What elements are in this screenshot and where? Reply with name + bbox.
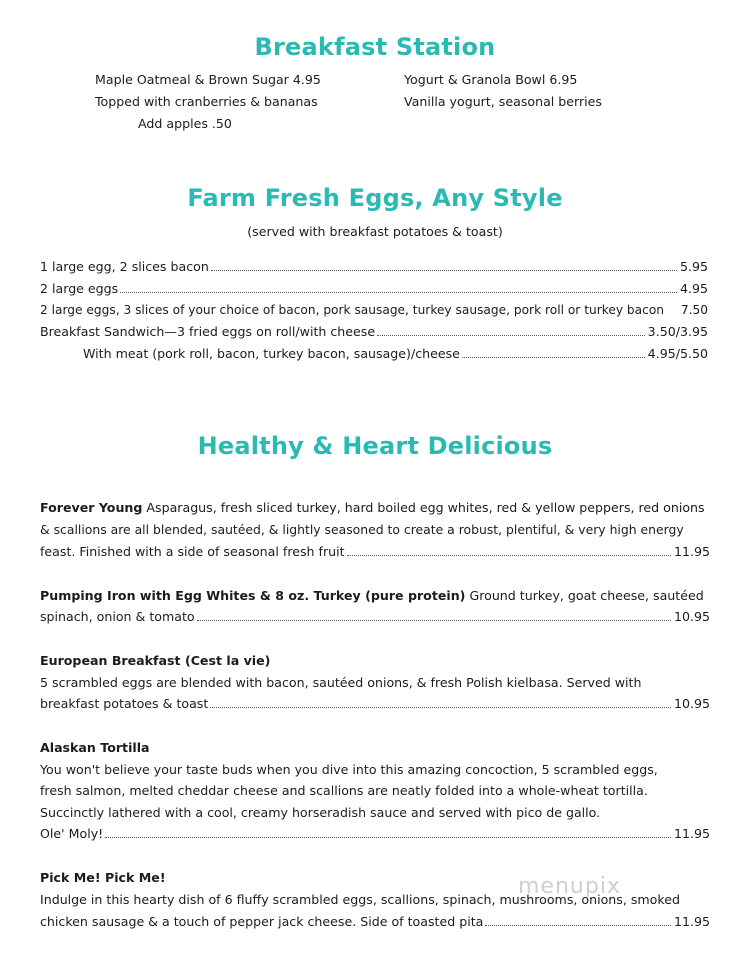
egg-item-price: 5.95 bbox=[679, 259, 708, 274]
pumping-iron-price: 10.95 bbox=[673, 609, 710, 624]
forever-young-line-3 bbox=[40, 544, 710, 559]
egg-item-4 bbox=[40, 324, 708, 339]
pick-me-line-2 bbox=[40, 914, 710, 929]
european-breakfast-title: European Breakfast (Cest la vie) bbox=[40, 653, 271, 668]
leader-dots bbox=[462, 357, 645, 358]
forever-young-desc: Asparagus, fresh sliced turkey, hard boiled egg whites, red & yellow peppers, red onions bbox=[142, 500, 705, 515]
pick-me-desc-end: chicken sausage & a touch of pepper jack cheese. Side of toasted pita bbox=[40, 914, 484, 929]
forever-young-price: 11.95 bbox=[673, 544, 710, 559]
alaskan-tortilla-line-3: Succinctly lathered with a cool, creamy horseradish sauce and served with pico de gallo. bbox=[40, 805, 601, 820]
eggs-heading: Farm Fresh Eggs, Any Style bbox=[187, 184, 563, 212]
alaskan-tortilla-line-4 bbox=[40, 826, 710, 841]
alaskan-tortilla-title: Alaskan Tortilla bbox=[40, 740, 150, 755]
egg-item-price: 3.50/3.95 bbox=[647, 324, 708, 339]
european-breakfast-line-1: 5 scrambled eggs are blended with bacon, sautéed onions, & fresh Polish kielbasa. Served with bbox=[40, 675, 642, 690]
egg-item-3 bbox=[40, 303, 708, 317]
yogurt-item: Yogurt & Granola Bowl 6.95 bbox=[404, 72, 578, 87]
forever-young-line-1 bbox=[40, 500, 705, 515]
forever-young-line-2: & scallions are all blended, sautéed, & lightly seasoned to create a robust, plentiful, & very high energy bbox=[40, 522, 684, 537]
leader-dots bbox=[120, 292, 677, 293]
leader-dots bbox=[197, 620, 671, 621]
menupix-watermark: menupix bbox=[518, 874, 621, 899]
egg-item-price: 4.95/5.50 bbox=[647, 346, 708, 361]
european-breakfast-line-2 bbox=[40, 696, 710, 711]
egg-item-2 bbox=[40, 281, 708, 296]
leader-dots bbox=[347, 555, 671, 556]
pumping-iron-desc: Ground turkey, goat cheese, sautéed bbox=[465, 588, 704, 603]
oatmeal-addon: Add apples .50 bbox=[138, 116, 232, 131]
oatmeal-description: Topped with cranberries & bananas bbox=[95, 94, 318, 109]
leader-dots bbox=[377, 335, 645, 336]
european-breakfast-desc-end: breakfast potatoes & toast bbox=[40, 696, 209, 711]
egg-item-price: 7.50 bbox=[680, 303, 708, 317]
pick-me-title: Pick Me! Pick Me! bbox=[40, 870, 166, 885]
pick-me-line-1: Indulge in this hearty dish of 6 fluffy scrambled eggs, scallions, spinach, mushrooms, onions, smoked bbox=[40, 892, 680, 907]
alaskan-tortilla-line-1: You won't believe your taste buds when you dive into this amazing concoction, 5 scrambled eggs, bbox=[40, 762, 658, 777]
egg-item-name: 1 large egg, 2 slices bacon bbox=[40, 259, 209, 274]
egg-item-name: 2 large eggs bbox=[40, 281, 119, 296]
alaskan-tortilla-line-2: fresh salmon, melted cheddar cheese and scallions are neatly folded into a whole-wheat tortilla. bbox=[40, 783, 648, 798]
healthy-heading: Healthy & Heart Delicious bbox=[197, 432, 553, 460]
egg-item-5 bbox=[83, 346, 708, 361]
alaskan-tortilla-price: 11.95 bbox=[673, 826, 710, 841]
egg-item-name: Breakfast Sandwich—3 fried eggs on roll/with cheese bbox=[40, 324, 376, 339]
egg-item-price: 4.95 bbox=[679, 281, 708, 296]
alaskan-tortilla-desc-end: Ole' Moly! bbox=[40, 826, 104, 841]
eggs-subtitle: (served with breakfast potatoes & toast) bbox=[247, 224, 503, 239]
forever-young-desc-end: feast. Finished with a side of seasonal fresh fruit bbox=[40, 544, 345, 559]
leader-dots bbox=[211, 270, 677, 271]
egg-item-name: 2 large eggs, 3 slices of your choice of bacon, pork sausage, turkey sausage, pork roll or turkey bacon bbox=[40, 303, 664, 317]
pumping-iron-desc-end: spinach, onion & tomato bbox=[40, 609, 195, 624]
leader-dots bbox=[105, 837, 671, 838]
breakfast-station-heading: Breakfast Station bbox=[254, 33, 496, 61]
pumping-iron-line-2 bbox=[40, 609, 710, 624]
european-breakfast-price: 10.95 bbox=[673, 696, 710, 711]
leader-dots bbox=[485, 925, 671, 926]
oatmeal-item: Maple Oatmeal & Brown Sugar 4.95 bbox=[95, 72, 321, 87]
leader-dots bbox=[210, 707, 671, 708]
yogurt-description: Vanilla yogurt, seasonal berries bbox=[404, 94, 602, 109]
forever-young-title: Forever Young bbox=[40, 500, 143, 515]
egg-item-1 bbox=[40, 259, 708, 274]
pick-me-price: 11.95 bbox=[673, 914, 710, 929]
egg-item-name: With meat (pork roll, bacon, turkey bacon, sausage)/cheese bbox=[83, 346, 460, 361]
pumping-iron-line-1 bbox=[40, 588, 704, 603]
pumping-iron-title: Pumping Iron with Egg Whites & 8 oz. Turkey (pure protein) bbox=[40, 588, 466, 603]
